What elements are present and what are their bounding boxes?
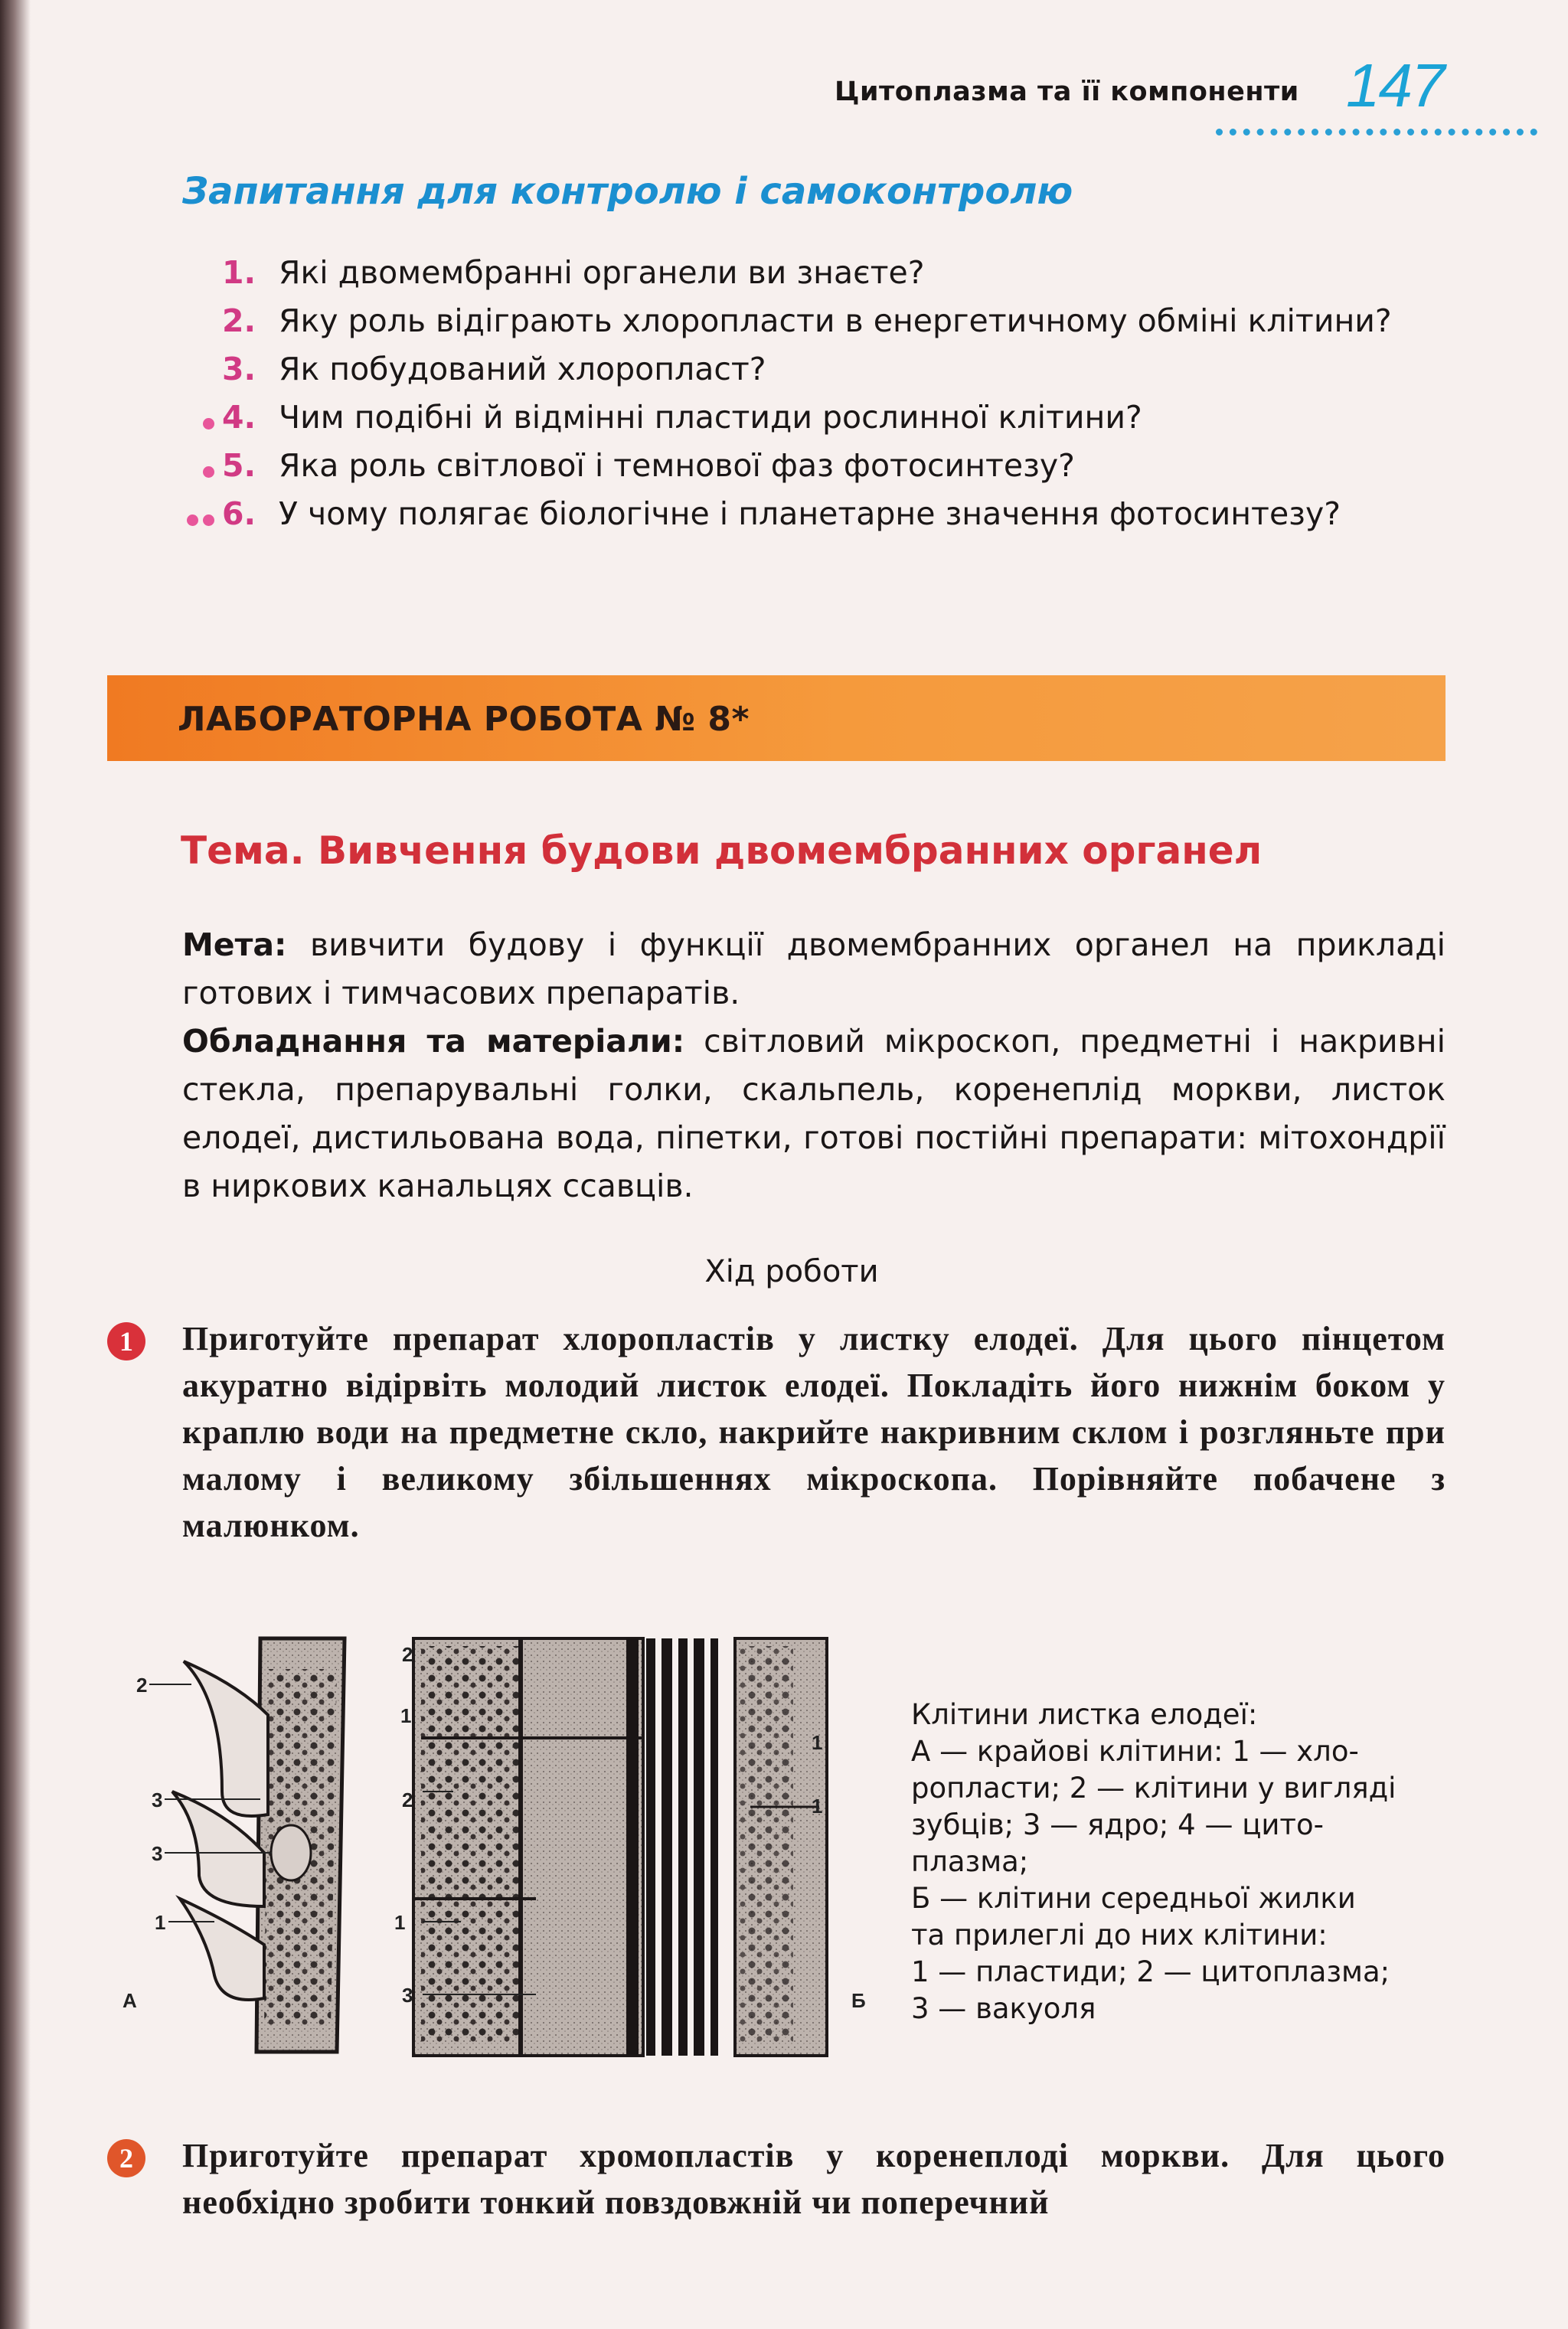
panel-b-drawing <box>413 1638 827 2056</box>
question-item <box>0 302 1531 348</box>
question-item <box>0 399 1531 445</box>
difficulty-dot-icon <box>203 466 214 478</box>
callout-label: 1 <box>400 1704 412 1727</box>
caption-line: А — крайові клітини: 1 — хло- <box>911 1735 1359 1768</box>
panel-a-label: А <box>122 1989 137 2012</box>
question-item <box>0 351 1531 397</box>
questions-section-title: Запитання для контролю і самоконтролю <box>182 170 1073 213</box>
lab-goal <box>182 921 1446 1018</box>
callout-label: 1 <box>155 1911 166 1934</box>
figure-elodea-cells <box>107 1623 866 2075</box>
question-number: 2. <box>222 302 256 339</box>
callout-label: 2 <box>136 1674 148 1697</box>
difficulty-dots <box>203 466 214 478</box>
question-text: Яка роль світлової і темнової фаз фотосинтезу? <box>279 447 1075 484</box>
question-number: 4. <box>222 399 256 436</box>
callout-label: 1 <box>394 1911 406 1934</box>
panel-a-drawing <box>149 1638 345 2052</box>
callout-label: 1 <box>812 1795 823 1818</box>
figure-caption <box>911 1697 1462 2027</box>
caption-line: 1 — пластиди; 2 — цитоплазма; <box>911 1955 1390 1988</box>
caption-line: та прилеглі до них клітини: <box>911 1919 1328 1952</box>
running-head: Цитоплазма та її компоненти <box>835 77 1299 107</box>
caption-line: Клітини листка елодеї: <box>911 1698 1258 1731</box>
callout-label: 2 <box>402 1788 413 1811</box>
question-number: 1. <box>222 254 256 291</box>
caption-line: ропласти; 2 — клітини у вигляді <box>911 1772 1396 1805</box>
question-text: Які двомембранні органели ви знаєте? <box>279 254 925 291</box>
lab-work-title: ЛАБОРАТОРНА РОБОТА № 8* <box>178 700 750 739</box>
question-item <box>0 254 1531 300</box>
header-dotted-rule <box>1216 129 1537 136</box>
step-text: Приготуйте препарат хлоропластів у листку елодеї. Для цього пінцетом акуратно відірвіть молодий листок елодеї. Покладіть його нижнім боком у краплю води на предметне скло, накрийте накривним склом і розгляньте при малому і великому збільшеннях мікроскопа. Порівняйте побачене з малюнком. <box>182 1320 1446 1544</box>
caption-line: плазма; <box>911 1845 1029 1878</box>
question-item <box>0 447 1531 493</box>
elodea-cells-illustration <box>107 1623 866 2075</box>
equipment-text: світловий мікроскоп, предметні і накривні стекла, препарувальні голки, скальпель, коренеплід моркви, листок елодеї, дистильована вода, піпетки, готові постійні препарати: мітохондрії в ниркових канальцях ссавців. <box>182 1023 1446 1204</box>
difficulty-dot-icon <box>203 418 214 430</box>
equipment-label: Обладнання та матеріали: <box>182 1023 685 1060</box>
lab-work-banner <box>107 675 1446 761</box>
callout-label: 3 <box>152 1788 163 1811</box>
callout-label: 3 <box>152 1842 163 1865</box>
caption-line: 3 — вакуоля <box>911 1992 1096 2025</box>
difficulty-dot-icon <box>187 514 198 526</box>
question-text: Чим подібні й відмінні пластиди рослинної клітини? <box>279 399 1142 436</box>
difficulty-dots <box>187 514 214 526</box>
lab-topic: Тема. Вивчення будови двомембранних органел <box>181 828 1263 873</box>
caption-line: Б — клітини середньої жилки <box>911 1882 1356 1915</box>
page-number: 147 <box>1346 51 1444 119</box>
goal-label: Мета: <box>182 926 287 963</box>
difficulty-dots <box>203 418 214 430</box>
difficulty-dot-icon <box>203 514 214 526</box>
question-text: У чому полягає біологічне і планетарне значення фотосинтезу? <box>279 495 1341 532</box>
caption-line: зубців; 3 — ядро; 4 — цито- <box>911 1808 1324 1841</box>
step-number-badge: 2 <box>107 2139 145 2177</box>
goal-text: вивчити будову і функції двомембранних органел на прикладі готових і тимчасових препаратів. <box>182 926 1446 1011</box>
step-number-badge: 1 <box>107 1322 145 1360</box>
step-text: Приготуйте препарат хромопластів у коренеплоді моркви. Для цього необхідно зробити тонкий повздовжній чи поперечний <box>182 2137 1446 2221</box>
procedure-title: Хід роботи <box>704 1254 879 1289</box>
question-text: Як побудований хлоропласт? <box>279 351 766 387</box>
page-spine-shadow <box>0 0 31 2329</box>
callout-label: 3 <box>402 1984 413 2007</box>
panel-b-label: Б <box>851 1989 866 2012</box>
callout-label: 2 <box>402 1643 413 1666</box>
question-item <box>0 495 1531 541</box>
question-number: 5. <box>222 447 256 484</box>
question-number: 3. <box>222 351 256 387</box>
lab-equipment <box>182 1018 1446 1210</box>
callout-label: 1 <box>812 1731 823 1754</box>
question-number: 6. <box>222 495 256 532</box>
question-text: Яку роль відіграють хлоропласти в енергетичному обміні клітини? <box>279 302 1392 339</box>
